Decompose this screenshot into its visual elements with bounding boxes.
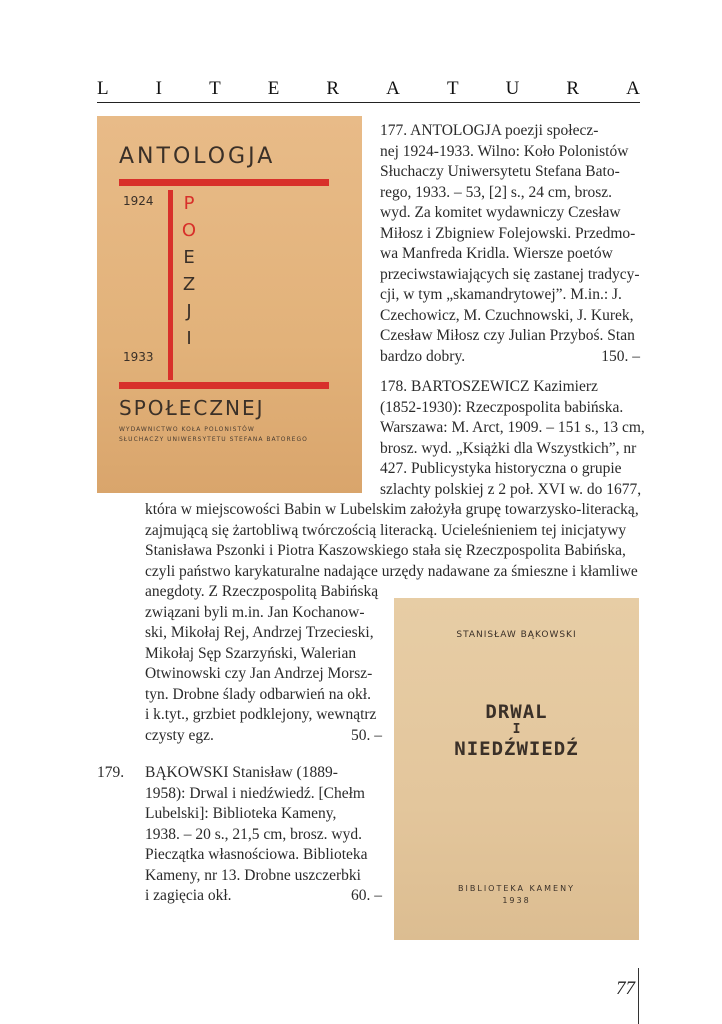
entry-text-line: Mikołaj Sęp Szarzyński, Walerian: [145, 644, 357, 662]
drwal-cover-image: [394, 598, 639, 940]
entry-text-line: BĄKOWSKI Stanisław (1889-: [145, 764, 338, 781]
entry-price: 150. –: [601, 347, 640, 365]
header-letter: E: [267, 78, 280, 99]
entry-text-line: czysty egz.: [145, 726, 214, 744]
cover-publisher: BIBLIOTEKA KAMENY: [458, 884, 575, 893]
entry-text-line: (1852-1930): Rzeczpospolita babińska.: [380, 398, 624, 416]
cover-author: STANISŁAW BĄKOWSKI: [456, 630, 577, 640]
entry-text-line: rego, 1933. – 53, [2] s., 24 cm, brosz.: [380, 183, 613, 201]
header-letter: A: [386, 78, 400, 99]
entry-text-line: która w miejscowości Babin w Lubelskim założyła grupę towarzysko-literacką,: [145, 501, 639, 518]
entry-text-line: i k.tyt., grzbiet podklejony, wewnątrz: [145, 706, 377, 723]
entry-text-line: Czechowicz, M. Czuchnowski, J. Kurek,: [380, 306, 634, 324]
entry-text-line: Stanisława Pszonki i Piotra Kaszowskiego stała się Rzeczpospolita Babińska,: [145, 542, 626, 559]
cover-letter: O: [181, 220, 197, 241]
cover-publisher-line: SŁUCHACZY UNIWERSYTETU STEFANA BATOREGO: [119, 436, 308, 443]
entry-text-line: bardzo dobry.: [380, 347, 466, 365]
entry-text-line: nej 1924-1933. Wilno: Koło Polonistów: [380, 142, 629, 160]
entry-text-line: Otwinowski czy Jan Andrzej Morsz-: [145, 665, 373, 682]
header-letter: T: [446, 78, 459, 99]
entry-179: [145, 763, 382, 907]
entry-text-line: 178. BARTOSZEWICZ Kazimierz: [380, 378, 598, 395]
cover-letter: E: [183, 247, 195, 268]
entry-text-line: szlachty polskiej z 2 poł. XVI w. do 1677,: [380, 480, 642, 498]
entry-text-line: 177. ANTOLOGJA poezji społecz-: [380, 122, 599, 139]
cover-year-start: 1924: [123, 194, 154, 208]
entry-text-line: zajmującą się żartobliwą twórczością literacką. Ucieleśnieniem tej inicjatywy: [145, 521, 627, 539]
entry-text-line: brosz. wyd. „Książki dla Wszystkich”, nr: [380, 439, 637, 457]
entry-text-line: Czesław Miłosz czy Julian Przyboś. Stan: [380, 327, 635, 344]
cover-letter: P: [183, 193, 195, 214]
entry-price-line: [145, 886, 382, 907]
entry-179-number: 179.: [97, 764, 125, 781]
cover-vertical-title: [177, 190, 201, 352]
cover-red-bar-bottom: [119, 382, 329, 389]
entry-text-line: 1938. – 20 s., 21,5 cm, brosz. wyd.: [145, 825, 362, 843]
entry-178-left: [145, 582, 382, 746]
cover-red-bar-top: [119, 179, 329, 186]
cover-year-end: 1933: [123, 350, 154, 364]
header-letter: A: [626, 78, 640, 99]
cover-red-bar-vertical: [168, 190, 173, 380]
header-letter: T: [209, 78, 221, 99]
entry-178: [380, 377, 645, 500]
cover-publisher-line: WYDAWNICTWO KOŁA POLONISTÓW: [119, 426, 255, 433]
entry-text-line: i zagięcia okł.: [145, 887, 232, 904]
entry-text-line: związani byli m.in. Jan Kochanow-: [145, 603, 365, 621]
antologja-cover-image: [97, 116, 362, 493]
header-rule: [97, 102, 640, 103]
cover-title: ANTOLOGJA: [119, 144, 276, 169]
entry-text-line: Słuchaczy Uniwersytetu Stefana Bato-: [380, 163, 620, 180]
entry-text-line: cji, w tym „skamandrytowej”. M.in.: J.: [380, 286, 622, 303]
entry-price: 50. –: [351, 726, 382, 744]
entry-text-line: 427. Publicystyka historyczna o grupie: [380, 460, 622, 477]
cover-letter: I: [186, 328, 192, 349]
header-letter: L: [97, 78, 109, 99]
entry-price-line: [380, 347, 640, 368]
entry-177: [380, 121, 640, 367]
section-header: [97, 78, 640, 102]
entry-text-line: anegdoty. Z Rzeczpospolitą Babińską: [145, 583, 379, 600]
entry-text-line: wyd. Za komitet wydawniczy Czesław: [380, 204, 621, 221]
header-letter: R: [566, 78, 580, 99]
entry-text-line: Miłosz i Zbigniew Folejowski. Przedmo-: [380, 224, 636, 242]
entry-price-line: [145, 726, 382, 747]
entry-text-line: przeciwstawiających się zastanej tradycy-: [380, 265, 640, 283]
header-letter: R: [326, 78, 340, 99]
cover-letter: J: [186, 301, 192, 322]
cover-title-line: I: [512, 722, 521, 737]
entry-text-line: Lubelski]: Biblioteka Kameny,: [145, 805, 337, 822]
entry-text-line: czyli państwo karykaturalne nadające urzędy nadawane za śmieszne i kłamliwe: [145, 562, 638, 580]
cover-subtitle: SPOŁECZNEJ: [119, 396, 265, 420]
cover-title-line: NIEDŹWIEDŹ: [454, 738, 579, 760]
cover-letter: Z: [182, 274, 196, 295]
cover-title-line: DRWAL: [485, 701, 548, 723]
entry-price: 60. –: [351, 887, 382, 904]
entry-text-line: Kameny, nr 13. Drobne uszczerbki: [145, 866, 361, 884]
page-number: 77: [616, 978, 635, 999]
page-number-rule: [638, 968, 639, 1024]
entry-text-line: 1958): Drwal i niedźwiedź. [Chełm: [145, 784, 365, 802]
entry-text-line: tyn. Drobne ślady odbarwień na okł.: [145, 685, 371, 703]
header-letter: U: [505, 78, 520, 99]
entry-text-line: ski, Mikołaj Rej, Andrzej Trzecieski,: [145, 624, 374, 641]
header-letter: I: [155, 78, 162, 99]
entry-178-continued: [145, 500, 640, 582]
cover-year: 1938: [502, 896, 531, 905]
entry-text-line: Warszawa: M. Arct, 1909. – 151 s., 13 cm,: [380, 419, 645, 436]
entry-text-line: Pieczątka własnościowa. Biblioteka: [145, 846, 368, 863]
entry-text-line: wa Manfreda Kridla. Wiersze poetów: [380, 245, 613, 262]
